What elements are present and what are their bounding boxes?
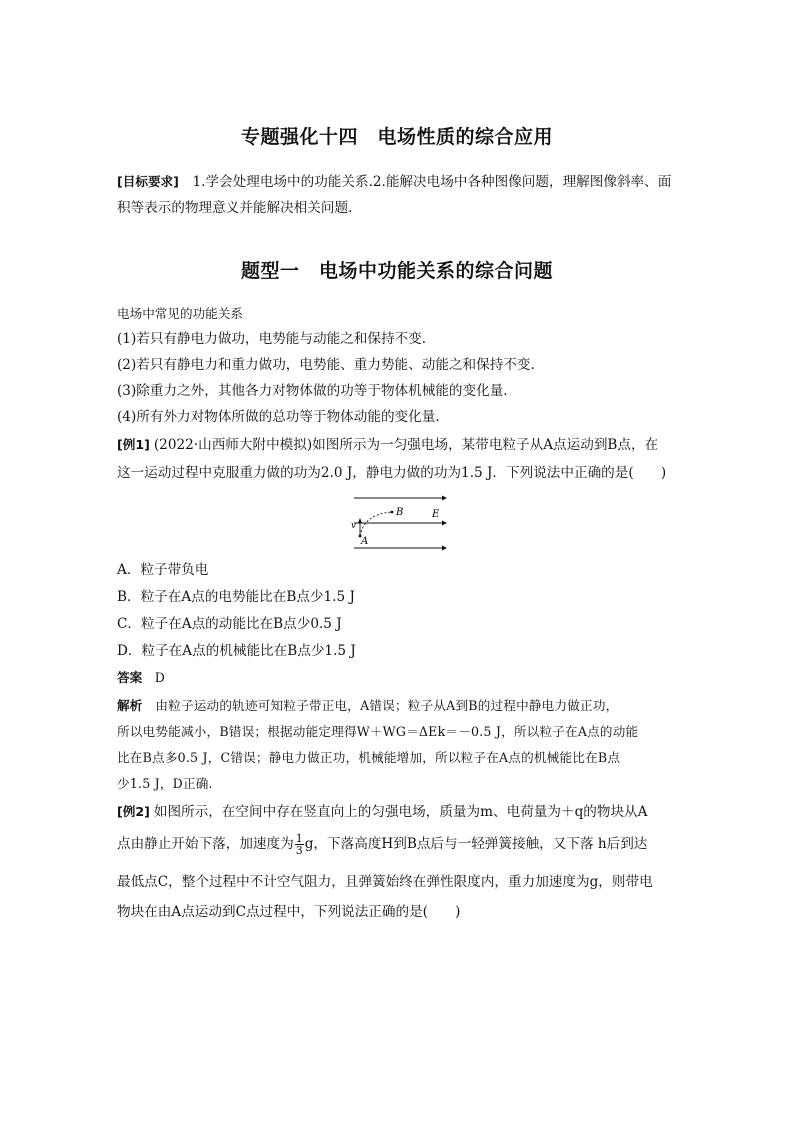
page-title: 专题强化十四 电场性质的综合应用 (240, 126, 553, 148)
point-b (391, 511, 394, 514)
field-arrow-top (442, 496, 447, 501)
velocity-arrowhead (358, 518, 362, 523)
fraction-one-third (295, 833, 304, 856)
example1-tag: [例1] (117, 437, 150, 452)
example1-text-1: (2022·山西师大附中模拟)如图所示为一匀强电场，某带电粒子从A点运动到B点，在 (153, 437, 659, 453)
example2-line-4: 物块在由A点运动到C点过程中，下列说法正确的是( ) (117, 904, 461, 920)
relation-item-3: (3)除重力之外，其他各力对物体做的功等于物体机械能的变化量. (117, 383, 508, 399)
option-d: D．粒子在A点的机械能比在B点少1.5 J (117, 643, 356, 659)
analysis-label: 解析 (117, 698, 143, 713)
example2-line-2 (117, 833, 687, 856)
fraction-numerator: 1 (295, 832, 303, 845)
goals-line-1 (117, 173, 687, 191)
relations-heading: 电场中常见的功能关系 (117, 306, 243, 321)
analysis-line-2: 所以电势能减小，B错误；根据动能定理得W＋WG＝ΔEk＝－0.5 J，所以粒子在A点的动能 (117, 724, 639, 739)
option-c: C．粒子在A点的动能比在B点少0.5 J (117, 616, 342, 632)
analysis-line-1 (117, 697, 687, 715)
answer-label: 答案 (117, 670, 143, 685)
example2-tag: [例2] (117, 804, 150, 819)
goals-line-2: 积等表示的物理意义并能解决相关问题. (117, 200, 353, 216)
option-b: B．粒子在A点的电势能比在B点少1.5 J (117, 589, 355, 605)
label-b: B (396, 507, 404, 518)
electric-field-figure (346, 492, 450, 554)
relation-item-2: (2)若只有静电力和重力做功，电势能、重力势能、动能之和保持不变. (117, 357, 535, 373)
field-arrow-middle (442, 521, 447, 526)
analysis-line-3: 比在B点多0.5 J，C错误；静电力做正功，机械能增加，所以粒子在A点的机械能比在B点 (117, 750, 621, 765)
example2-line-3: 最低点C，整个过程中不计空气阻力，且弹簧始终在弹性限度内，重力加速度为g，则带电 (117, 874, 653, 890)
example1-line-2: 这一运动过程中克服重力做的功为2.0 J，静电力做的功为1.5 J．下列说法中正确的是( ) (117, 465, 667, 481)
label-e: E (432, 509, 440, 520)
fraction-denominator: 3 (295, 844, 303, 857)
label-v: v (351, 521, 357, 531)
example1-line-1 (117, 436, 687, 454)
particle-trajectory (360, 512, 392, 536)
analysis-line-4: 少1.5 J，D正确. (117, 776, 213, 791)
example2-text-2b: g，下落高度H到B点后与一轻弹簧接触，又下落 h后到达 (304, 836, 648, 852)
goals-tag: [目标要求] (117, 174, 179, 189)
goals-text-1: 1.学会处理电场中的功能关系.2.能解决电场中各种图像问题，理解图像斜率、面 (178, 174, 672, 190)
label-a: A (361, 536, 369, 547)
field-arrow-bottom (442, 546, 447, 551)
example2-text-1: 如图所示，在空间中存在竖直向上的匀强电场，质量为m、电荷量为＋q的物块从A (153, 804, 648, 820)
relation-item-1: (1)若只有静电力做功，电势能与动能之和保持不变. (117, 331, 427, 347)
option-a: A．粒子带负电 (117, 562, 209, 578)
relation-item-4: (4)所有外力对物体所做的总功等于物体动能的变化量. (117, 409, 440, 425)
analysis-text-1: 由粒子运动的轨迹可知粒子带正电，A错误；粒子从A到B的过程中静电力做正功， (142, 698, 619, 713)
example2-line-1 (117, 803, 687, 821)
answer-value: D (154, 670, 165, 685)
section-title: 题型一 电场中功能关系的综合问题 (240, 260, 553, 282)
answer-line (117, 669, 687, 687)
example2-text-2a: 点由静止开始下落，加速度为 (117, 836, 294, 852)
